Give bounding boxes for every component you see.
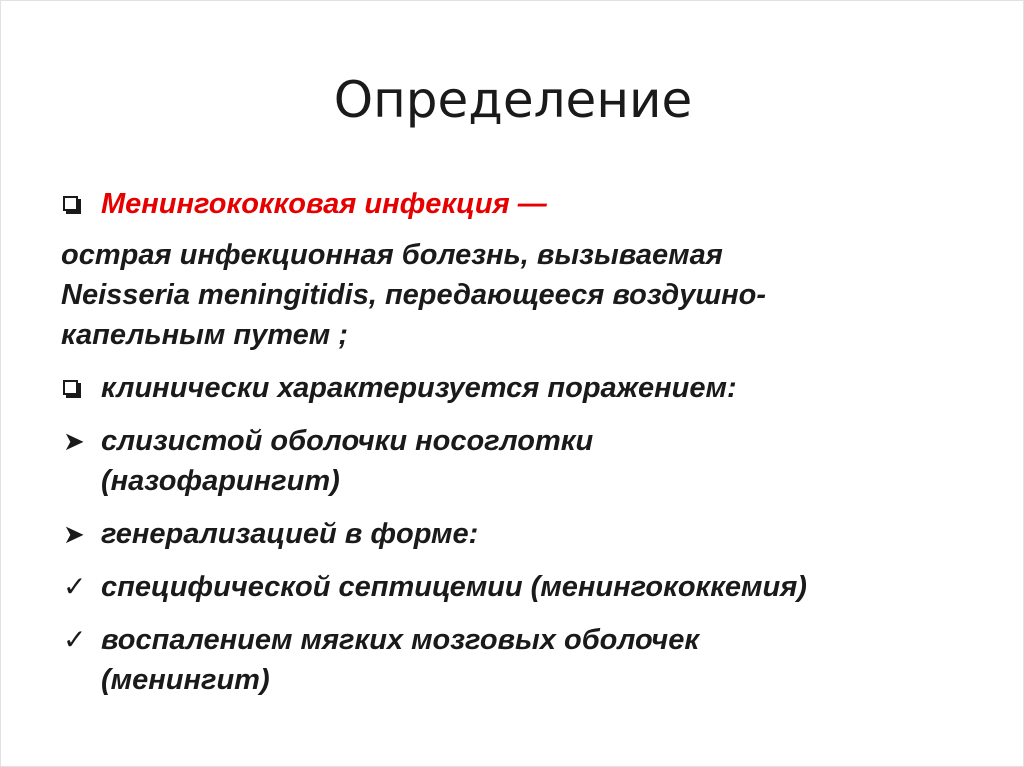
check-meningitis	[61, 620, 961, 700]
bullet-line: (назофарингит)	[101, 465, 340, 497]
square-bullet-icon	[63, 196, 78, 211]
arrow-bullet-icon: ➤	[63, 426, 85, 456]
definition-term	[61, 184, 961, 224]
definition-text	[61, 235, 961, 355]
definition-line: Neisseria meningitidis, передающееся воздушно-	[61, 279, 767, 311]
check-icon: ✓	[63, 571, 87, 602]
arrow-bullet-icon: ➤	[63, 519, 85, 549]
clinical-heading-text: клинически характеризуется поражением:	[101, 372, 737, 404]
check-icon: ✓	[63, 624, 87, 655]
definition-line: острая инфекционная болезнь, вызываемая	[61, 239, 723, 271]
definition-term-text: Менингококковая инфекция —	[101, 188, 547, 220]
bullet-line: ✓ воспалением мягких мозговых оболочек	[61, 620, 961, 660]
clinical-heading	[61, 368, 961, 408]
bullet-nasopharyngitis	[61, 421, 961, 501]
square-bullet-icon	[63, 380, 78, 395]
check-septicemia: ✓ специфической септицемии (менингококкемия)	[61, 567, 961, 607]
bullet-line: ➤ слизистой оболочки носоглотки	[61, 421, 961, 461]
bullet-line: (менингит)	[101, 664, 270, 696]
slide-body	[61, 184, 961, 700]
definition-line: капельным путем ;	[61, 319, 348, 351]
bullet-generalization: ➤ генерализацией в форме:	[61, 514, 961, 554]
slide-title: Определение	[333, 71, 693, 129]
